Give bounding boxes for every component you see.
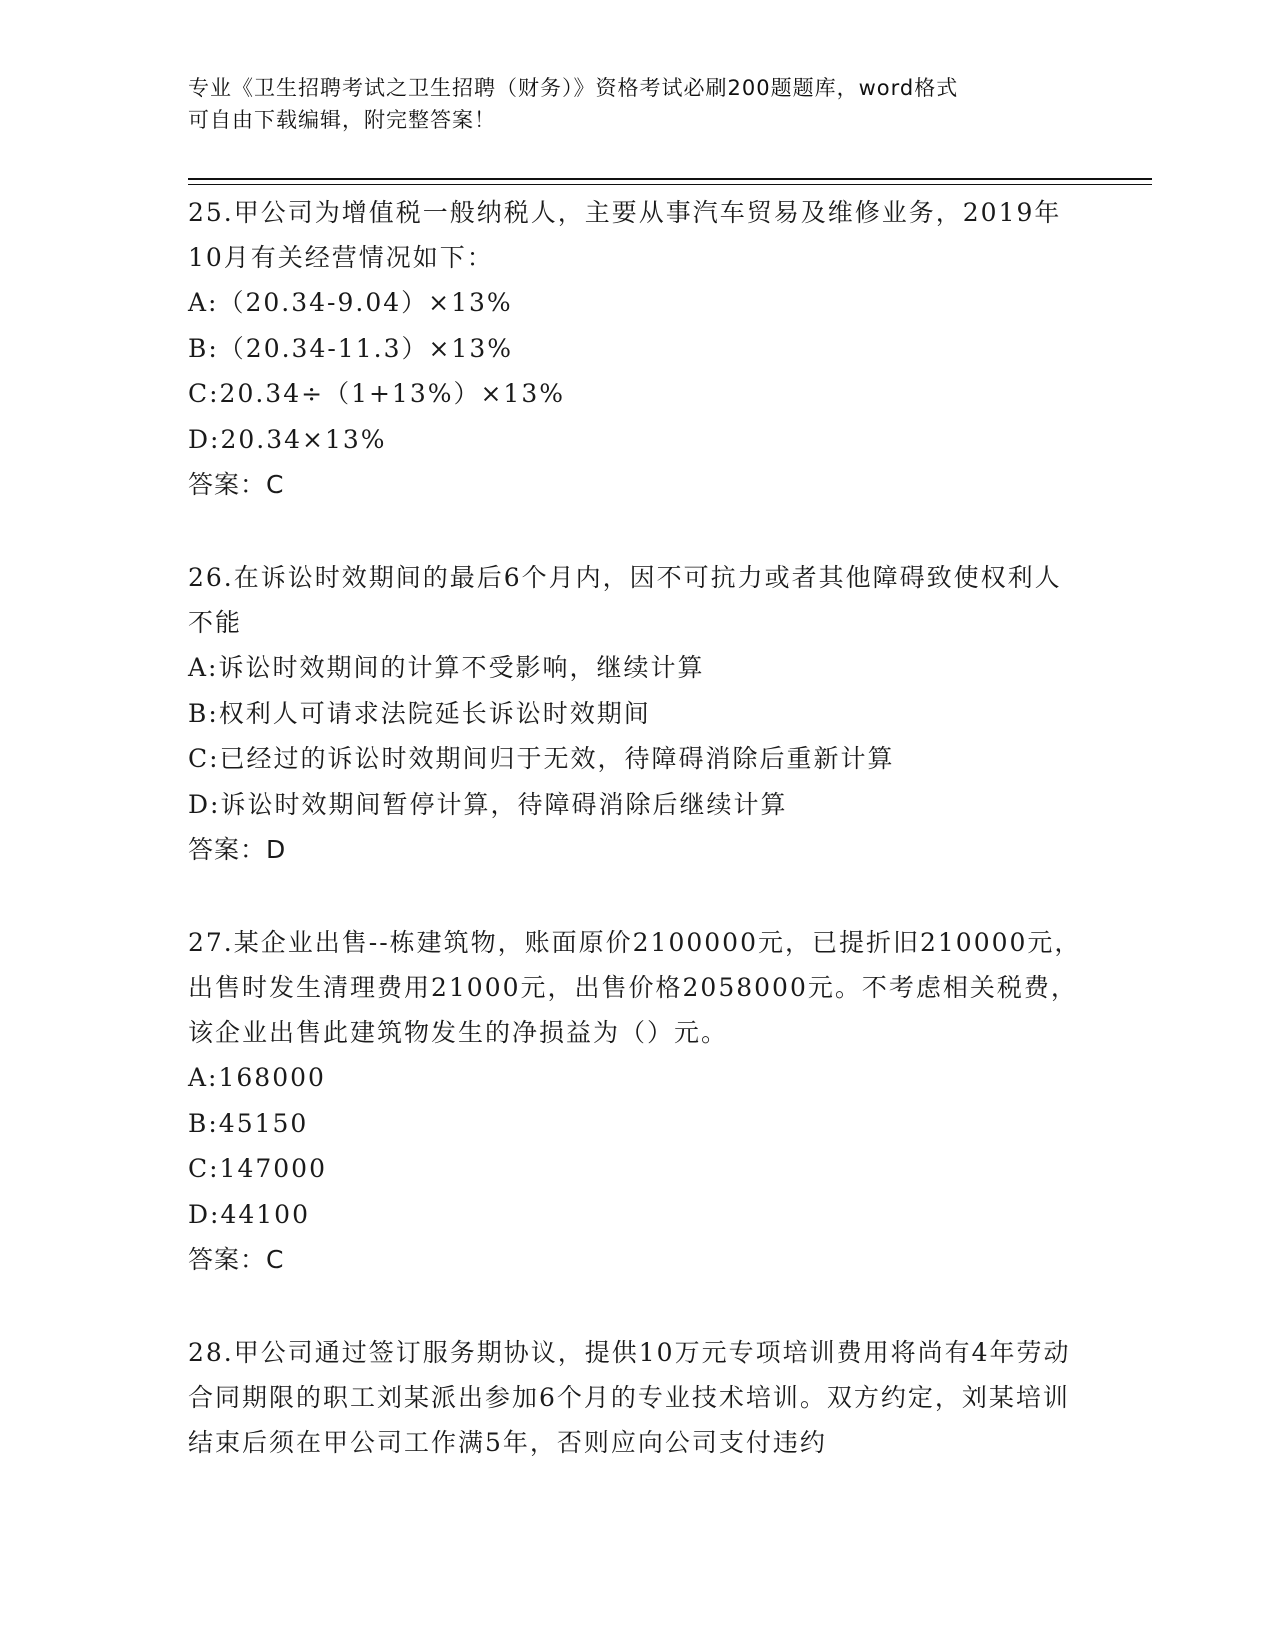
header-divider-thick <box>188 178 1152 180</box>
question-25 <box>188 190 1088 507</box>
header-divider-thin <box>188 184 1152 185</box>
option-a: A:168000 <box>188 1063 326 1092</box>
answer-line: 答案：D <box>188 835 287 864</box>
option-b: B:45150 <box>188 1108 309 1138</box>
option-c: C:147000 <box>188 1154 327 1183</box>
question-stem: 25.甲公司为增值税一般纳税人，主要从事汽车贸易及维修业务，2019年10月有关经营情况如下： <box>188 198 1062 272</box>
question-28 <box>188 1330 1088 1465</box>
option-c: C:20.34÷（1+13%）×13% <box>188 379 566 408</box>
option-a: A:（20.34-9.04）×13% <box>188 288 513 317</box>
question-stem: 27.某企业出售--栋建筑物，账面原价2100000元，已提折旧210000元，出售时发生清理费用21000元，出售价格2058000元。不考虑相关税费，该企业出售此建筑物发生的净损益为（）元。 <box>188 928 1082 1047</box>
option-d: D:诉讼时效期间暂停计算，待障碍消除后继续计算 <box>188 789 788 819</box>
option-a: A:诉讼时效期间的计算不受影响，继续计算 <box>188 653 705 682</box>
question-stem: 26.在诉讼时效期间的最后6个月内，因不可抗力或者其他障碍致使权利人不能 <box>188 563 1062 637</box>
option-d: D:20.34×13% <box>188 424 387 454</box>
header-line-1: 专业《卫生招聘考试之卫生招聘（财务）》资格考试必刷200题题库，word格式 <box>188 76 959 100</box>
question-stem: 28.甲公司通过签订服务期协议，提供10万元专项培训费用将尚有4年劳动合同期限的职工刘某派出参加6个月的专业技术培训。双方约定，刘某培训结束后须在甲公司工作满5年，否则应向公司支付违约 <box>188 1338 1071 1457</box>
option-c: C:已经过的诉讼时效期间归于无效，待障碍消除后重新计算 <box>188 744 895 773</box>
option-b: B:（20.34-11.3）×13% <box>188 333 513 363</box>
document-header <box>188 72 1068 136</box>
header-line-2: 可自由下载编辑，附完整答案！ <box>188 108 496 132</box>
question-27 <box>188 920 1088 1282</box>
question-list <box>188 190 1088 1513</box>
option-d: D:44100 <box>188 1199 310 1229</box>
answer-line: 答案：C <box>188 470 285 499</box>
option-b: B:权利人可请求法院延长诉讼时效期间 <box>188 698 651 728</box>
question-26 <box>188 555 1088 872</box>
answer-line: 答案：C <box>188 1245 285 1274</box>
